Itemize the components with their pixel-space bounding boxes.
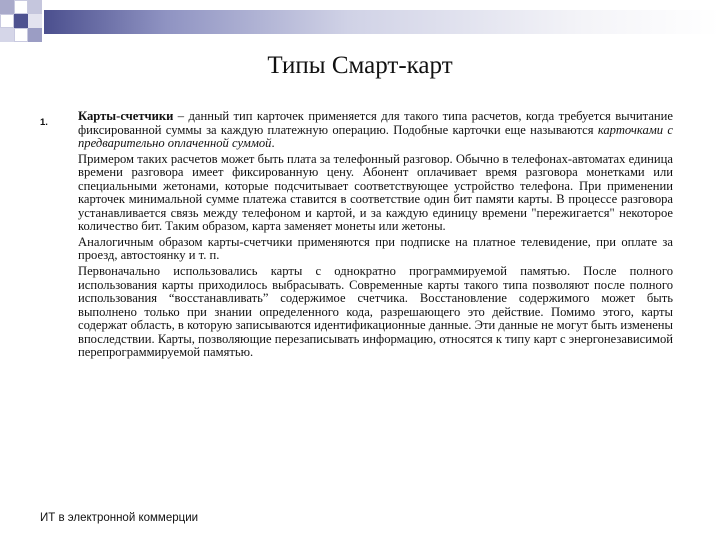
decor-square bbox=[0, 0, 14, 14]
decor-square bbox=[0, 14, 14, 28]
paragraph-analogy: Аналогичным образом карты-счетчики применяются при подписке на платное телевидение, при оплате за проезд, автостоянку и т. п. bbox=[78, 234, 673, 263]
decor-square bbox=[0, 28, 14, 42]
paragraph-history: Первоначально использовались карты с однократно программируемой памятью. После полного использования карты приходилось выбрасывать. Современные карты такого типа позволяют после полного использования “восстанавливать” содержимое счетчика. Восстановление содержимого может быть выполнено только при знании определенного кода, разрешающего это действие. Помимо этого, карты содержат область, в которую записываются идентификационные данные. Эти данные не могут быть изменены впоследствии. Карты, позволяющие перезаписывать информацию, относятся к типу карт с энергонезависимой перепрограммируемой памятью. bbox=[78, 264, 673, 360]
header-gradient-bar bbox=[44, 10, 720, 34]
header-decoration bbox=[0, 0, 720, 46]
paragraph-text: . bbox=[271, 136, 275, 151]
paragraph-text: – данный тип карточек применяется для такого типа расчетов, когда требуется вычитание фиксированной суммы за каждую платежную операцию. Подобные карточки еще называются bbox=[78, 109, 673, 137]
slide-title: Типы Смарт-карт bbox=[267, 52, 453, 79]
paragraph-example: Примером таких расчетов может быть плата за телефонный разговор. Обычно в телефонах-автоматах единица времени разговора имеет фиксированную цену. Абонент оплачивает время разговора монетками или специальными жетонами, которые подсчитывает соответствующее устройство телефона. При применении карточек минимальной сумме платежа ставится в соответствие один бит памяти карты. В процессе разговора устанавливается связь между телефоном и картой, и за каждую единицу времени "пережигается" некоторое количество бит. Таким образом, карта заменяет монеты или жетоны. bbox=[78, 151, 673, 234]
paragraph-definition bbox=[78, 110, 673, 151]
decor-square bbox=[14, 0, 28, 14]
list-number: 1. bbox=[40, 117, 48, 128]
decor-square bbox=[14, 28, 28, 42]
decor-square bbox=[28, 14, 42, 28]
slide-footer: ИТ в электронной коммерции bbox=[40, 512, 199, 524]
term-bold: Карты-счетчики bbox=[78, 109, 174, 123]
slide-body bbox=[78, 110, 673, 362]
decor-square bbox=[28, 0, 42, 14]
term-italic: карточками с предварительно оплаченной суммой bbox=[78, 122, 673, 151]
decor-square bbox=[28, 28, 42, 42]
decor-square bbox=[14, 14, 28, 28]
